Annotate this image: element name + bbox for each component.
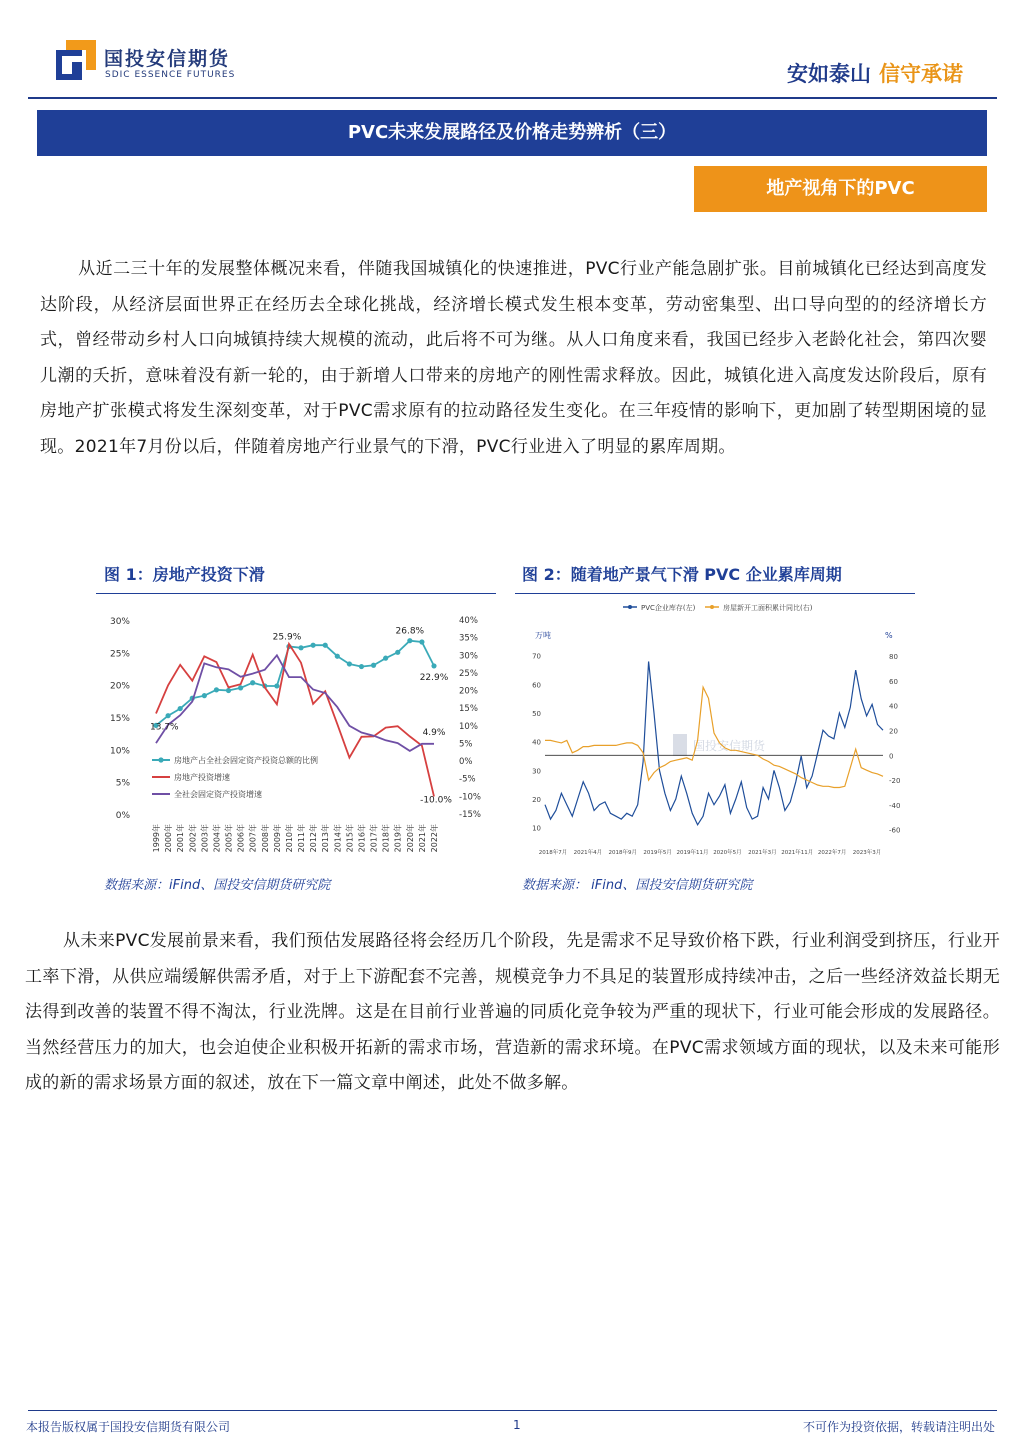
data-annotation: 22.9% bbox=[419, 672, 449, 683]
y-right-tick-label: 5% bbox=[459, 739, 473, 750]
x-tick-label: 2014年 bbox=[333, 824, 343, 853]
y-right-tick-label: -15% bbox=[459, 810, 481, 820]
watermark-mark-icon bbox=[673, 734, 687, 756]
series-1-point bbox=[419, 639, 424, 644]
x-tick-label: 1999年 bbox=[152, 824, 161, 853]
paragraph-1 bbox=[40, 252, 987, 465]
x-tick-label: 2018年7月 bbox=[538, 850, 568, 856]
legend-label-1: 房地产占全社会固定资产投资总额的比例 bbox=[174, 756, 318, 765]
x-tick-label: 2015年 bbox=[345, 824, 355, 853]
y-right-tick-label: 20 bbox=[889, 727, 898, 736]
x-tick-label: 2000年 bbox=[164, 824, 174, 853]
x-tick-label: 2013年 bbox=[321, 824, 331, 853]
y-right-tick-label: -20 bbox=[889, 777, 901, 786]
x-tick-label: 2007年 bbox=[248, 824, 258, 853]
x-tick-label: 2018年9月 bbox=[608, 850, 638, 856]
x-tick-label: 2004年 bbox=[212, 824, 222, 853]
figure-1-chart bbox=[96, 598, 496, 862]
left-unit-label: 万吨 bbox=[535, 631, 551, 640]
x-tick-label: 2019年 bbox=[393, 824, 403, 853]
slogan-part-b: 信守承诺 bbox=[879, 62, 963, 86]
y-left-tick-label: 30% bbox=[109, 617, 130, 627]
series-1-point bbox=[431, 663, 436, 668]
y-left-tick-label: 20 bbox=[532, 796, 541, 805]
x-tick-label: 2017年 bbox=[369, 824, 379, 853]
x-tick-label: 2008年 bbox=[260, 824, 270, 853]
y-right-tick-label: 40% bbox=[459, 616, 478, 626]
series-1-point bbox=[250, 680, 255, 685]
x-tick-label: 2001年 bbox=[176, 824, 186, 853]
y-right-tick-label: -5% bbox=[459, 774, 476, 785]
y-left-tick-label: 60 bbox=[532, 681, 541, 690]
data-annotation: -10.0% bbox=[420, 795, 452, 806]
series-1-point bbox=[298, 645, 303, 650]
series-1-point bbox=[165, 713, 170, 718]
figure-2-source: 数据来源： iFind、国投安信期货研究院 bbox=[522, 878, 753, 893]
x-tick-label: 2022年7月 bbox=[817, 850, 847, 856]
y-left-tick-label: 20% bbox=[109, 681, 130, 692]
figure-1-source: 数据来源：iFind、国投安信期货研究院 bbox=[104, 878, 331, 893]
x-tick-label: 2016年 bbox=[357, 824, 367, 853]
y-left-tick-label: 30 bbox=[532, 767, 541, 776]
series-1-point bbox=[238, 685, 243, 690]
series-1-point bbox=[371, 663, 376, 668]
slogan bbox=[787, 58, 963, 88]
report-title: PVC未来发展路径及价格走势辨析（三） bbox=[37, 110, 987, 156]
x-tick-label: 2021年11月 bbox=[781, 850, 814, 856]
watermark-text: 国投安信期货 bbox=[693, 739, 766, 753]
company-logo bbox=[52, 40, 242, 86]
x-tick-label: 2021年3月 bbox=[748, 850, 777, 856]
series-1-point bbox=[395, 650, 400, 655]
y-left-tick-label: 0% bbox=[115, 811, 130, 821]
y-right-tick-label: 60 bbox=[889, 677, 898, 686]
series-1-point bbox=[407, 638, 412, 643]
legend-label-2: 房地产投资增速 bbox=[174, 773, 230, 782]
x-tick-label: 2012年 bbox=[309, 824, 319, 853]
footer-copyright: 本报告版权属于国投安信期货有限公司 bbox=[26, 1420, 231, 1434]
x-tick-label: 2002年 bbox=[188, 824, 198, 853]
x-tick-label: 2019年11月 bbox=[676, 850, 709, 856]
series-1-point bbox=[311, 643, 316, 648]
logo-mark-icon bbox=[52, 40, 96, 84]
x-tick-label: 2003年 bbox=[200, 824, 210, 853]
x-tick-label: 2006年 bbox=[236, 824, 246, 853]
data-annotation: 13.7% bbox=[150, 722, 179, 733]
y-left-tick-label: 40 bbox=[532, 738, 541, 747]
right-unit-label: % bbox=[885, 631, 893, 640]
slogan-part-a: 安如泰山 bbox=[787, 62, 871, 86]
x-tick-label: 2005年 bbox=[224, 824, 234, 853]
x-tick-label: 2021年4月 bbox=[573, 850, 603, 856]
x-tick-label: 2011年 bbox=[297, 824, 307, 853]
figure-1-title: 图 1：房地产投资下滑 bbox=[104, 565, 265, 584]
x-tick-label: 2009年 bbox=[272, 824, 282, 853]
figure-2-title: 图 2：随着地产景气下滑 PVC 企业累库周期 bbox=[522, 565, 842, 584]
figure-1-rule bbox=[96, 593, 496, 594]
figure-2-chart bbox=[515, 598, 915, 862]
x-tick-label: 2021年 bbox=[417, 824, 427, 853]
y-right-tick-label: -10% bbox=[459, 792, 481, 803]
y-right-tick-label: -40 bbox=[889, 801, 901, 810]
header-divider bbox=[28, 97, 997, 99]
x-tick-label: 2019年5月 bbox=[643, 850, 672, 856]
y-right-tick-label: 20% bbox=[459, 686, 478, 697]
y-right-tick-label: 35% bbox=[459, 633, 478, 644]
y-left-tick-label: 5% bbox=[115, 778, 130, 789]
series-1-point bbox=[274, 683, 279, 688]
legend-label-3: 全社会固定资产投资增速 bbox=[174, 790, 262, 799]
legend-label-1: PVC企业库存(左) bbox=[641, 604, 696, 612]
series-1-point bbox=[335, 654, 340, 659]
logo-chinese-name: 国投安信期货 bbox=[104, 48, 231, 70]
x-tick-label: 2022年 bbox=[430, 824, 439, 853]
y-left-tick-label: 10 bbox=[532, 824, 541, 833]
data-annotation: 4.9% bbox=[422, 727, 446, 738]
logo-english-name: SDIC ESSENCE FUTURES bbox=[105, 70, 236, 80]
x-tick-label: 2020年 bbox=[405, 824, 415, 853]
y-right-tick-label: 0 bbox=[889, 752, 894, 761]
series-1-point bbox=[383, 656, 388, 661]
legend-marker bbox=[628, 605, 632, 609]
x-tick-label: 2010年 bbox=[284, 824, 294, 853]
y-right-tick-label: 25% bbox=[459, 668, 478, 679]
x-tick-label: 2020年5月 bbox=[713, 850, 742, 856]
series-1-point bbox=[323, 643, 328, 648]
y-right-tick-label: -60 bbox=[889, 826, 901, 835]
x-tick-label: 2023年3月 bbox=[852, 850, 882, 856]
y-right-tick-label: 30% bbox=[459, 651, 478, 662]
x-tick-label: 2018年 bbox=[381, 824, 391, 853]
series-1-point bbox=[226, 688, 231, 693]
y-left-tick-label: 15% bbox=[109, 714, 130, 724]
y-right-tick-label: 15% bbox=[459, 704, 478, 715]
legend-marker bbox=[710, 605, 714, 609]
footer-divider bbox=[28, 1410, 997, 1411]
data-annotation: 25.9% bbox=[272, 632, 302, 643]
paragraph-2 bbox=[25, 924, 1000, 1102]
y-right-tick-label: 0% bbox=[459, 757, 473, 768]
paragraph-1-text: 从近二三十年的发展整体概况来看，伴随我国城镇化的快速推进，PVC行业产能急剧扩张。目前城镇化已经达到高度发达阶段，从经济层面世界正在经历去全球化挑战，经济增长模式发生根本变革，劳动密集型、出口导向型的的经济增长方式，曾经带动乡村人口向城镇持续大规模的流动，此后将不可为继。从人口角度来看，我国已经步入老龄化社会，第四次婴儿潮的夭折，意味着没有新一轮的，由于新增人口带来的房地产的刚性需求释放。因此，城镇化进入高度发达阶段后，原有房地产扩张模式将发生深刻变革，对于PVC需求原有的拉动路径发生变化。在三年疫情的影响下，更加剧了转型期困境的显现。2021年7月份以后，伴随着房地产行业景气的下滑，PVC行业进入了明显的累库周期。 bbox=[40, 259, 987, 457]
legend-label-2: 房屋新开工面积累计同比(右) bbox=[723, 604, 813, 612]
y-right-tick-label: 10% bbox=[459, 721, 478, 732]
footer-disclaimer: 不可作为投资依据，转载请注明出处 bbox=[802, 1420, 995, 1434]
paragraph-2-text: 从未来PVC发展前景来看，我们预估发展路径将会经历几个阶段，先是需求不足导致价格下跌，行业利润受到挤压，行业开工率下滑，从供应端缓解供需矛盾，对于上下游配套不完善，规模竞争力不具足的装置形成持续冲击，之后一些经济效益长期无法得到改善的装置不得不淘汰，行业洗牌。这是在目前行业普遍的同质化竞争较为严重的现状下，行业可能会形成的发展路径。当然经营压力的加大，也会迫使企业积极开拓新的需求市场，营造新的需求环境。在PVC需求领域方面的现状，以及未来可能形成的新的需求场景方面的叙述，放在下一篇文章中阐述，此处不做多解。 bbox=[25, 931, 1000, 1093]
y-left-tick-label: 25% bbox=[109, 649, 130, 660]
series-1-point bbox=[202, 693, 207, 698]
figure-2-rule bbox=[515, 593, 915, 594]
y-right-tick-label: 40 bbox=[889, 702, 898, 711]
series-1-point bbox=[347, 661, 352, 666]
data-annotation: 26.8% bbox=[395, 626, 425, 637]
series-1-point bbox=[214, 687, 219, 692]
y-left-tick-label: 70 bbox=[532, 652, 541, 661]
report-subtitle: 地产视角下的PVC bbox=[694, 166, 987, 212]
y-right-tick-label: 80 bbox=[889, 653, 898, 662]
series-1-point bbox=[359, 664, 364, 669]
y-left-tick-label: 10% bbox=[109, 746, 130, 757]
y-left-tick-label: 50 bbox=[532, 710, 541, 719]
series-1-point bbox=[178, 706, 183, 711]
page-number: 1 bbox=[513, 1418, 521, 1432]
legend-marker bbox=[158, 757, 163, 762]
